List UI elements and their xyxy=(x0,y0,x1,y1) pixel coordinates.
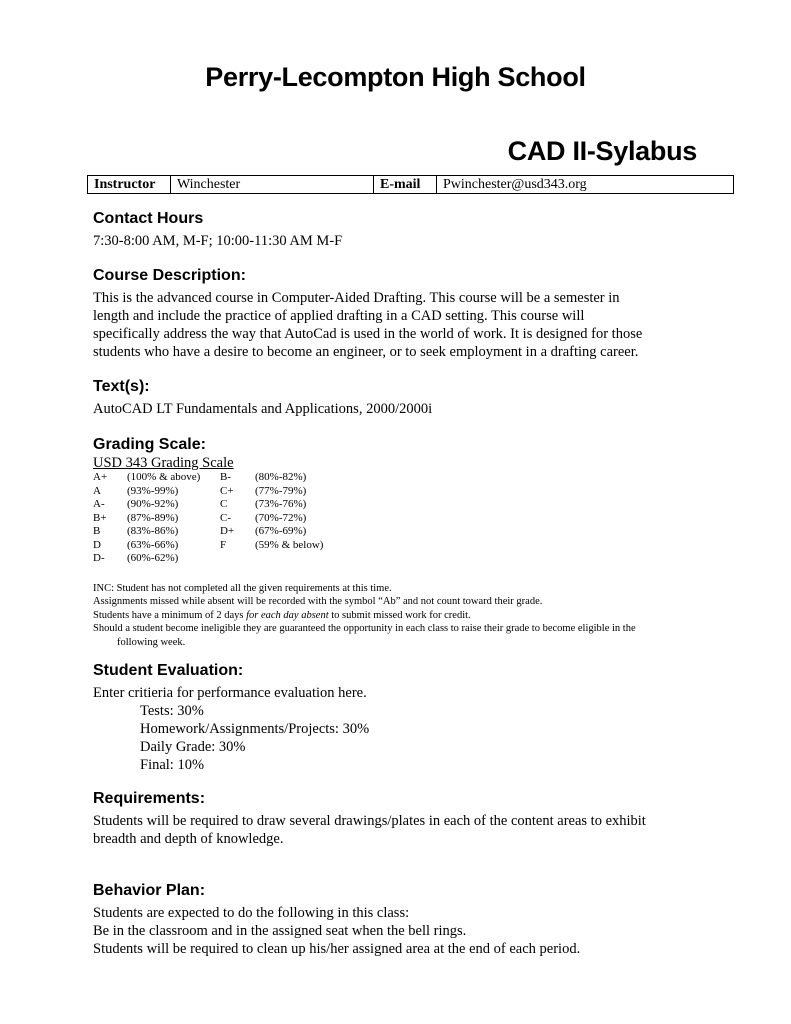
grade-range: (87%-89%) xyxy=(127,511,179,524)
grading-heading: Grading Scale: xyxy=(93,436,206,453)
email-label: E-mail xyxy=(374,176,437,194)
grade-letter: D- xyxy=(93,552,105,564)
grade-range: (70%-72%) xyxy=(255,511,307,524)
evaluation-criterion: Homework/Assignments/Projects: 30% xyxy=(140,721,370,737)
grading-section xyxy=(93,435,636,649)
requirements-heading: Requirements: xyxy=(93,790,206,807)
grade-letter: A+ xyxy=(93,471,108,483)
grade-row xyxy=(93,539,335,553)
description-line: specifically address the way that AutoCad is used in the world of work. It is designed for those xyxy=(93,326,643,342)
contact-hours-section xyxy=(93,209,342,250)
grade-range: (83%-86%) xyxy=(127,525,179,537)
school-title: Perry-Lecompton High School xyxy=(205,62,586,92)
texts-text: AutoCAD LT Fundamentals and Applications, 2000/2000i xyxy=(93,401,433,417)
behavior-plan-heading: Behavior Plan: xyxy=(93,882,206,899)
contact-hours-text: 7:30-8:00 AM, M-F; 10:00-11:30 AM M-F xyxy=(93,233,343,249)
inc-note: INC: Student has not completed all the given requirements at this time. xyxy=(93,582,392,594)
grade-range: (67%-69%) xyxy=(255,525,307,537)
grade-letter xyxy=(220,552,255,566)
behavior-plan-section xyxy=(93,881,580,958)
instructor-value: Winchester xyxy=(171,176,374,194)
texts-section xyxy=(93,377,432,418)
grade-range: (73%-76%) xyxy=(255,498,307,510)
grade-row xyxy=(93,512,335,526)
instructor-info-row xyxy=(88,176,734,194)
grade-letter: B+ xyxy=(93,511,107,524)
evaluation-criterion: Final: 10% xyxy=(140,757,205,773)
grading-scale-title: USD 343 Grading Scale xyxy=(93,455,234,471)
grade-letter: D xyxy=(93,538,101,551)
grade-range: (90%-92%) xyxy=(127,498,179,510)
evaluation-criterion: Tests: 30% xyxy=(140,703,204,719)
grade-letter: B xyxy=(93,525,101,537)
course-title: CAD II-Sylabus xyxy=(507,136,697,166)
contact-hours-heading: Contact Hours xyxy=(93,210,204,227)
grade-range xyxy=(255,552,335,566)
behavior-line: Be in the classroom and in the assigned seat when the bell rings. xyxy=(93,923,467,939)
student-evaluation-section xyxy=(93,661,369,774)
grade-letter: F xyxy=(220,538,227,551)
instructor-label: Instructor xyxy=(88,176,171,194)
grading-scale-table xyxy=(93,471,335,566)
course-description-heading: Course Description: xyxy=(93,267,246,284)
ineligible-note-cont: following week. xyxy=(117,636,186,648)
evaluation-criterion: Daily Grade: 30% xyxy=(140,739,246,755)
grade-letter: B- xyxy=(220,471,231,483)
grade-letter: A- xyxy=(93,498,105,510)
grade-row xyxy=(93,525,335,539)
course-description-section xyxy=(93,266,642,361)
grade-letter: C xyxy=(220,498,228,510)
grade-letter: A xyxy=(93,484,101,497)
grade-letter: C- xyxy=(220,511,231,524)
ineligible-note: Should a student become ineligible they are guaranteed the opportunity in each class to raise their grade to become eligible in the xyxy=(93,623,636,634)
grade-row xyxy=(93,485,335,499)
grade-range: (100% & above) xyxy=(127,471,201,483)
grade-range: (60%-62%) xyxy=(127,552,179,564)
grade-range: (63%-66%) xyxy=(127,538,179,551)
absent-note: Assignments missed while absent will be recorded with the symbol “Ab” and not count toward their grade. xyxy=(93,596,543,607)
requirements-line: breadth and depth of knowledge. xyxy=(93,831,284,847)
makeup-note: Students have a minimum of 2 days for each day absent to submit missed work for credit. xyxy=(93,609,471,621)
description-line: students who have a desire to become an engineer, or to seek employment in a drafting career. xyxy=(93,344,639,360)
behavior-line: Students are expected to do the following in this class: xyxy=(93,905,410,921)
instructor-info-table xyxy=(87,175,734,194)
texts-heading: Text(s): xyxy=(93,378,150,395)
student-evaluation-heading: Student Evaluation: xyxy=(93,662,244,679)
grade-range: (59% & below) xyxy=(255,538,324,551)
grade-range: (80%-82%) xyxy=(255,471,307,483)
grade-range: (77%-79%) xyxy=(255,484,307,497)
description-line: length and include the practice of applied drafting in a CAD setting. This course will xyxy=(93,308,585,324)
requirements-line: Students will be required to draw several drawings/plates in each of the content areas to exhibit xyxy=(93,813,646,829)
grade-letter: D+ xyxy=(220,525,235,537)
grade-row xyxy=(93,498,335,512)
description-line: This is the advanced course in Computer-Aided Drafting. This course will be a semester in xyxy=(93,290,620,306)
behavior-line: Students will be required to clean up his/her assigned area at the end of each period. xyxy=(93,941,581,957)
grade-range: (93%-99%) xyxy=(127,484,179,497)
evaluation-intro: Enter critieria for performance evaluation here. xyxy=(93,685,367,701)
grade-letter: C+ xyxy=(220,484,234,497)
email-value: Pwinchester@usd343.org xyxy=(437,176,734,194)
grade-row xyxy=(93,552,335,566)
grade-row xyxy=(93,471,335,485)
requirements-section xyxy=(93,789,646,848)
